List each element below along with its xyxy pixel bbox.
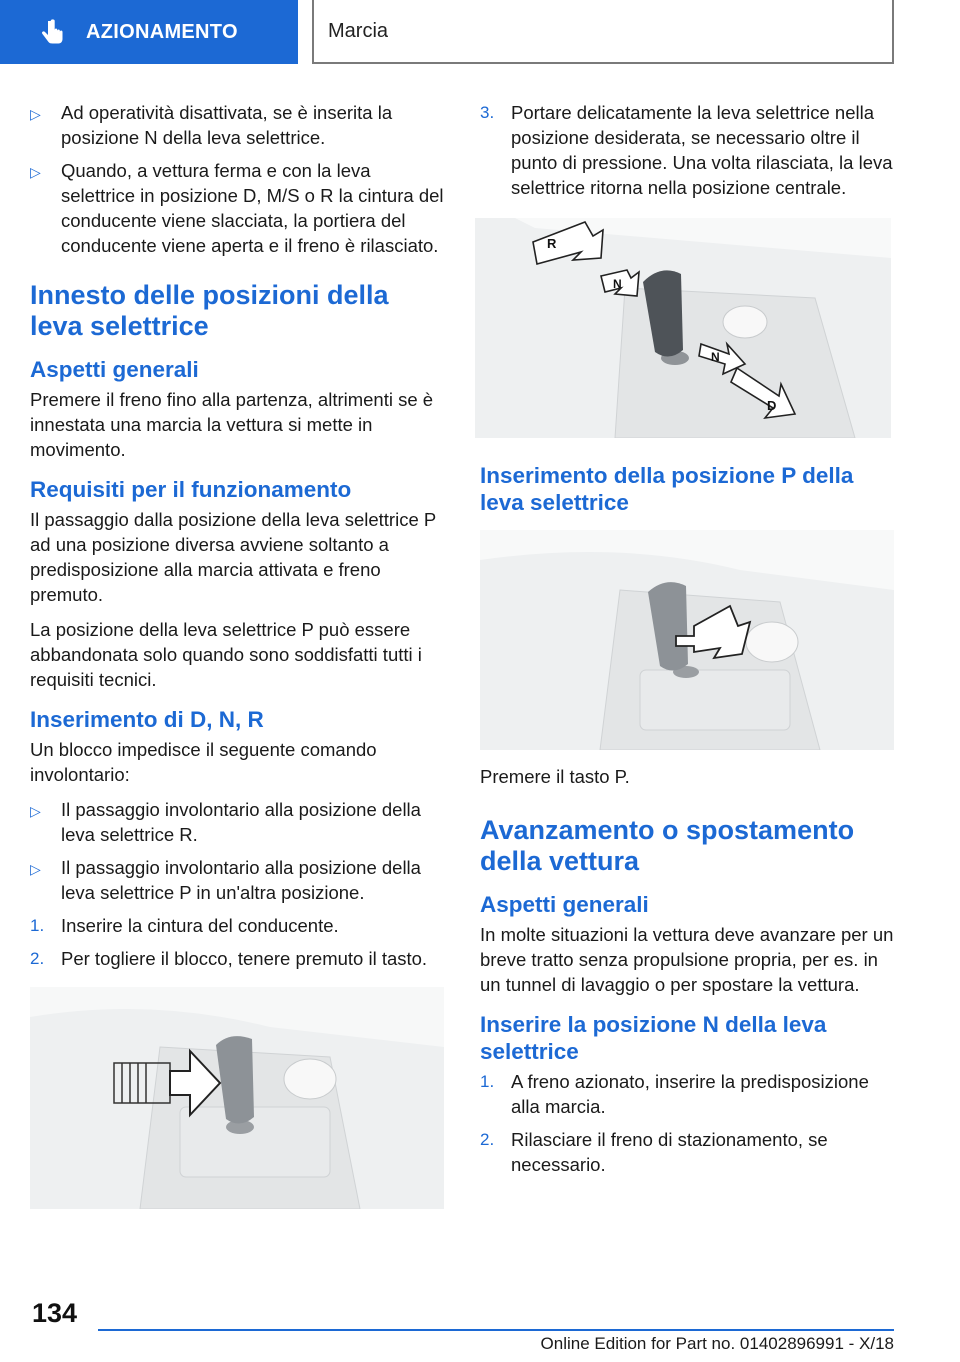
subsection-heading: Inserire la posizione N della leva selettrice <box>480 1012 827 1064</box>
paragraph: Premere il tasto P. <box>480 766 630 787</box>
subsection-heading: Aspetti generali <box>480 892 649 917</box>
label-n-lower: N <box>711 350 720 364</box>
right-column <box>480 100 898 1185</box>
section-title: Marcia <box>328 19 389 42</box>
subsection-heading: Inserimento di D, N, R <box>30 707 264 732</box>
label-n: N <box>613 277 622 291</box>
figure-unlock-button <box>30 987 444 1209</box>
figure-p-button <box>480 530 894 750</box>
section-tab <box>312 0 894 64</box>
figure-shift-positions <box>475 218 891 438</box>
p-button-illustration <box>480 530 894 750</box>
hand-pointer-icon <box>38 17 68 47</box>
step-item: 1. A freno azionato, inserire la predisposizione alla marcia. <box>480 1071 869 1117</box>
chapter-tab <box>0 0 298 64</box>
step-number: 3. <box>480 103 495 122</box>
triangle-bullet-icon: ▷ <box>30 106 41 122</box>
step-item: 3. Portare delicatamente la leva selettrice nella posizione desiderata, se necessario oltre il punto di pressione. Una volta rilasciata, la leva selettrice ritorna nella posizione centrale. <box>480 102 893 198</box>
paragraph: Premere il freno fino alla partenza, altrimenti se è innestata una marcia la vettura si mette in movimento. <box>30 389 434 460</box>
step-number: 2. <box>480 1130 495 1149</box>
list-item: ▷ Il passaggio involontario alla posizione della leva selettrice P in un'altra posizione. <box>30 857 421 903</box>
subsection-heading: Requisiti per il funzionamento <box>30 477 352 502</box>
shift-pattern-illustration <box>475 218 891 438</box>
triangle-bullet-icon: ▷ <box>30 803 41 819</box>
step-number: 2. <box>30 949 45 968</box>
page-number: 134 <box>32 1298 78 1328</box>
paragraph: In molte situazioni la vettura deve avanzare per un breve tratto senza propulsione propria, per es. in un tunnel di lavaggio o per spostare la vettura. <box>480 924 894 995</box>
step-number: 1. <box>480 1072 495 1091</box>
triangle-bullet-icon: ▷ <box>30 164 41 180</box>
list-item: ▷ Il passaggio involontario alla posizione della leva selettrice R. <box>30 799 421 845</box>
step-number: 1. <box>30 916 45 935</box>
section-heading: Avanzamento o spostamento della vettura <box>480 815 855 876</box>
step-item: 2. Per togliere il blocco, tenere premuto il tasto. <box>30 948 428 969</box>
paragraph: La posizione della leva selettrice P può essere abbandonata solo quando sono soddisfatti tutti i requisiti tecnici. <box>30 619 422 690</box>
step-item: 2. Rilasciare il freno di stazionamento, se necessario. <box>480 1129 828 1175</box>
chapter-title: AZIONAMENTO <box>86 20 238 43</box>
paragraph: Un blocco impedisce il seguente comando involontario: <box>30 739 377 785</box>
left-column <box>30 100 448 1209</box>
label-d: D <box>767 398 777 413</box>
section-heading: Innesto delle posizioni della leva selettrice <box>30 280 389 341</box>
subsection-heading: Aspetti generali <box>30 357 199 382</box>
label-r: R <box>547 236 557 251</box>
subsection-heading: Inserimento della posizione P della leva selettrice <box>480 463 854 515</box>
triangle-bullet-icon: ▷ <box>30 861 41 877</box>
list-item: ▷ Quando, a vettura ferma e con la leva selettrice in posizione D, M/S o R la cintura del conducente viene slacciata, la portiera del conducente viene aperta e il freno è rilasciato. <box>30 160 444 256</box>
step-item: 1. Inserire la cintura del conducente. <box>30 915 339 936</box>
paragraph: Il passaggio dalla posizione della leva selettrice P ad una posizione diversa avviene soltanto a predisposizione alla marcia attivata e freno premuto. <box>30 509 436 605</box>
page-header <box>0 0 960 66</box>
gear-selector-illustration <box>30 987 444 1209</box>
footer-edition: Online Edition for Part no. 01402896991 - X/18 <box>540 1334 894 1353</box>
footer-divider <box>98 1329 894 1331</box>
list-item: ▷ Ad operatività disattivata, se è inserita la posizione N della leva selettrice. <box>30 102 393 148</box>
